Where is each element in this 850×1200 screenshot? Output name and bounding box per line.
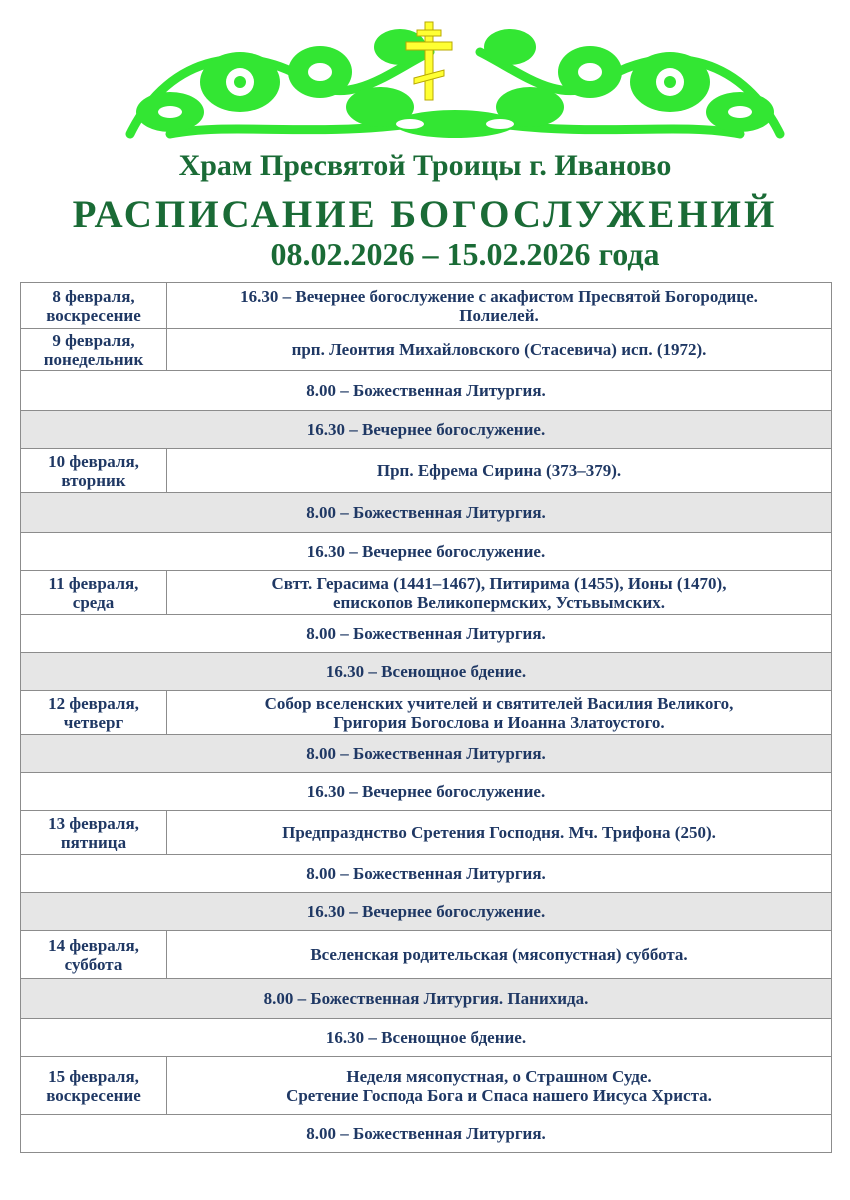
day-row — [21, 571, 832, 615]
day-row — [21, 931, 832, 979]
service-row — [21, 371, 832, 411]
feast-line: Неделя мясопустная, о Страшном Суде. — [346, 1066, 652, 1086]
day-date: 12 февраля, — [48, 693, 139, 713]
service-row — [21, 1115, 832, 1153]
day-date: 10 февраля, — [48, 451, 139, 471]
service-text: 8.00 – Божественная Литургия. Панихида. — [21, 979, 832, 1019]
day-cell — [21, 449, 167, 493]
day-date: 8 февраля, — [52, 286, 135, 306]
day-date: 13 февраля, — [48, 813, 139, 833]
service-text: 16.30 – Вечернее богослужение. — [21, 773, 832, 811]
day-date: 9 февраля, — [52, 330, 135, 350]
day-row — [21, 283, 832, 329]
day-row — [21, 1057, 832, 1115]
service-text: 16.30 – Всенощное бдение. — [21, 653, 832, 691]
day-row — [21, 329, 832, 371]
service-text: 16.30 – Вечернее богослужение. — [21, 411, 832, 449]
feast-cell — [167, 449, 832, 493]
feast-line: Предпразднство Сретения Господня. Мч. Трифона (250). — [282, 823, 716, 842]
church-name: Храм Пресвятой Троицы г. Иваново — [178, 149, 672, 182]
day-date: 15 февраля, — [48, 1066, 139, 1086]
service-text: 16.30 – Вечернее богослужение. — [21, 893, 832, 931]
day-weekday: четверг — [63, 712, 124, 732]
service-text: 8.00 – Божественная Литургия. — [21, 1115, 832, 1153]
feast-cell — [167, 283, 832, 329]
feast-cell — [167, 571, 832, 615]
day-weekday: понедельник — [43, 349, 144, 369]
day-weekday: вторник — [61, 470, 126, 490]
feast-line: Сретение Господа Бога и Спаса нашего Иисуса Христа. — [286, 1085, 712, 1105]
service-row — [21, 855, 832, 893]
feast-line: Григория Богослова и Иоанна Златоустого. — [333, 712, 665, 732]
service-row — [21, 533, 832, 571]
service-text: 16.30 – Вечернее богослужение. — [21, 533, 832, 571]
date-range: 08.02.2026 – 15.02.2026 года — [270, 236, 660, 272]
floral-ornament — [110, 12, 800, 152]
day-weekday: среда — [72, 592, 115, 612]
feast-cell — [167, 931, 832, 979]
day-row — [21, 691, 832, 735]
service-row — [21, 979, 832, 1019]
day-weekday: пятница — [60, 832, 127, 852]
service-row — [21, 411, 832, 449]
feast-cell — [167, 1057, 832, 1115]
orthodox-cross-icon — [404, 20, 454, 102]
feast-cell — [167, 811, 832, 855]
service-text: 8.00 – Божественная Литургия. — [21, 735, 832, 773]
service-text: 8.00 – Божественная Литургия. — [21, 493, 832, 533]
feast-line: Прп. Ефрема Сирина (373–379). — [376, 461, 622, 480]
schedule-table — [20, 282, 832, 1153]
day-row — [21, 449, 832, 493]
feast-line: Свтт. Герасима (1441–1467), Питирима (1455), Ионы (1470), — [271, 573, 727, 593]
feast-cell — [167, 691, 832, 735]
service-text: 16.30 – Всенощное бдение. — [21, 1019, 832, 1057]
service-row — [21, 493, 832, 533]
page-title: РАСПИСАНИЕ БОГОСЛУЖЕНИЙ — [72, 193, 778, 236]
day-row — [21, 811, 832, 855]
service-row — [21, 735, 832, 773]
day-weekday: воскресение — [46, 1085, 141, 1105]
service-row — [21, 893, 832, 931]
service-row — [21, 773, 832, 811]
day-weekday: воскресение — [46, 305, 141, 325]
feast-line: 16.30 – Вечернее богослужение с акафистом Пресвятой Богородице. — [240, 286, 758, 306]
day-cell — [21, 931, 167, 979]
feast-cell — [167, 329, 832, 371]
service-row — [21, 653, 832, 691]
day-cell — [21, 283, 167, 329]
service-row — [21, 615, 832, 653]
feast-line: Собор вселенских учителей и святителей Василия Великого, — [264, 693, 734, 713]
feast-line: Вселенская родительская (мясопустная) суббота. — [310, 945, 688, 964]
feast-line: епископов Великопермских, Устьвымских. — [332, 592, 666, 612]
feast-line: прп. Леонтия Михайловского (Стасевича) исп. (1972). — [291, 340, 707, 359]
service-text: 8.00 – Божественная Литургия. — [21, 615, 832, 653]
service-row — [21, 1019, 832, 1057]
day-date: 14 февраля, — [48, 935, 139, 955]
day-weekday: суббота — [64, 954, 123, 974]
feast-line: Полиелей. — [459, 305, 539, 325]
day-cell — [21, 811, 167, 855]
day-cell — [21, 329, 167, 371]
day-cell — [21, 571, 167, 615]
day-date: 11 февраля, — [48, 573, 139, 593]
service-text: 8.00 – Божественная Литургия. — [21, 371, 832, 411]
service-text: 8.00 – Божественная Литургия. — [21, 855, 832, 893]
day-cell — [21, 1057, 167, 1115]
day-cell — [21, 691, 167, 735]
